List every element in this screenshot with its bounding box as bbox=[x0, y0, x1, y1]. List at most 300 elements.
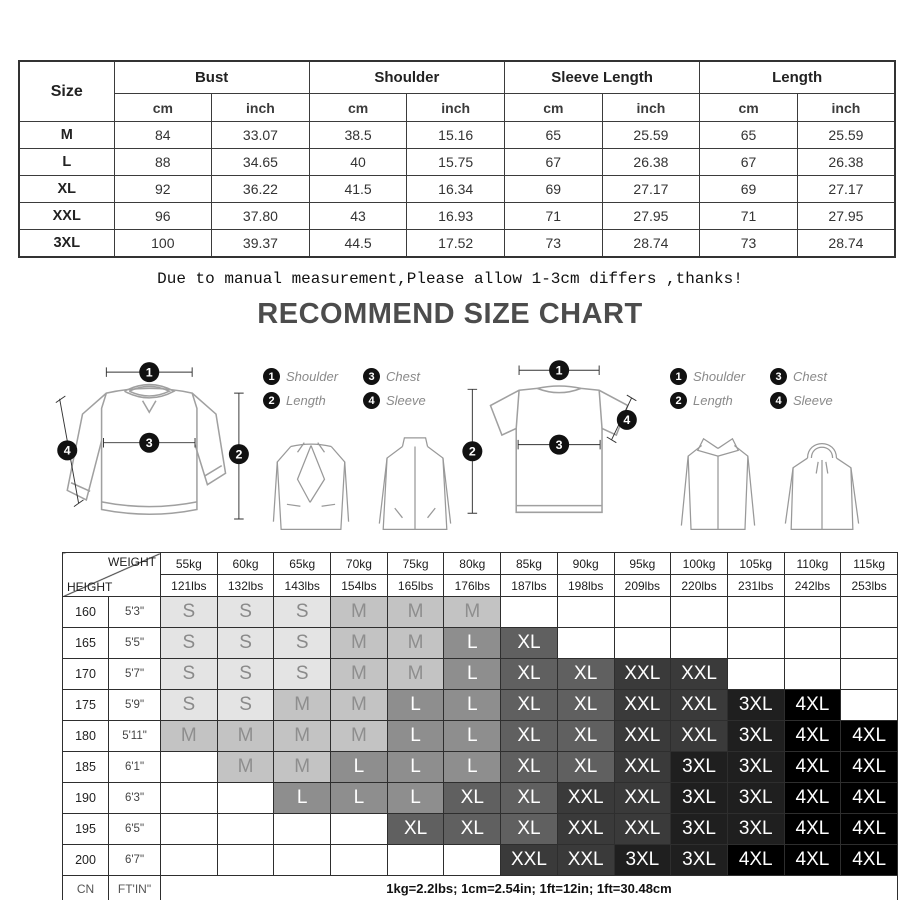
measure-value: 41.5 bbox=[309, 176, 407, 203]
weight-kg-header: 115kg bbox=[841, 553, 898, 575]
recommend-size-table-section bbox=[62, 552, 898, 900]
size-cell-empty bbox=[161, 783, 218, 814]
marker-4-number: 4 bbox=[623, 413, 631, 428]
size-cell: XL bbox=[501, 752, 558, 783]
size-label: 3XL bbox=[19, 230, 114, 258]
size-cell-empty bbox=[841, 690, 898, 721]
rec-row bbox=[63, 721, 898, 752]
size-cell: XL bbox=[444, 783, 501, 814]
weight-lbs-header: 121lbs bbox=[161, 575, 218, 597]
measure-value: 71 bbox=[700, 203, 798, 230]
legend-label: Length bbox=[286, 393, 326, 408]
size-cell: 3XL bbox=[671, 814, 728, 845]
measure-group-header: Length bbox=[700, 61, 895, 94]
size-cell: S bbox=[274, 628, 331, 659]
rec-row bbox=[63, 628, 898, 659]
measure-group-header: Shoulder bbox=[309, 61, 504, 94]
size-cell: L bbox=[331, 752, 388, 783]
size-cell-empty bbox=[614, 628, 671, 659]
weight-lbs-header: 176lbs bbox=[444, 575, 501, 597]
sweatshirt-diagram bbox=[52, 352, 257, 542]
size-cell: 4XL bbox=[841, 814, 898, 845]
measure-unit-row bbox=[19, 94, 895, 122]
size-cell: S bbox=[217, 628, 274, 659]
height-cm-cell: 185 bbox=[63, 752, 109, 783]
size-label: XL bbox=[19, 176, 114, 203]
page-title: RECOMMEND SIZE CHART bbox=[257, 298, 643, 330]
legend-number-badge: 3 bbox=[770, 368, 787, 385]
size-cell: XL bbox=[557, 690, 614, 721]
size-cell: 4XL bbox=[727, 845, 784, 876]
height-cm-cell: 190 bbox=[63, 783, 109, 814]
measure-value: 65 bbox=[700, 122, 798, 149]
measure-value: 43 bbox=[309, 203, 407, 230]
measure-value: 88 bbox=[114, 149, 212, 176]
long-sleeve-panel bbox=[52, 352, 459, 548]
measurement-table bbox=[18, 60, 896, 258]
measure-value: 33.07 bbox=[212, 122, 310, 149]
size-cell: XL bbox=[501, 783, 558, 814]
size-column-header: Size bbox=[19, 61, 114, 122]
measure-value: 37.80 bbox=[212, 203, 310, 230]
size-cell-empty bbox=[501, 597, 558, 628]
height-ftin-cell: 5'9" bbox=[109, 690, 161, 721]
weight-lbs-header: 143lbs bbox=[274, 575, 331, 597]
size-label: XXL bbox=[19, 203, 114, 230]
size-cell: XXL bbox=[557, 783, 614, 814]
legend-item bbox=[363, 368, 458, 385]
measure-value: 67 bbox=[505, 149, 603, 176]
rec-row bbox=[63, 845, 898, 876]
size-cell: M bbox=[331, 628, 388, 659]
blazer-sketch bbox=[267, 433, 355, 539]
measure-value: 38.5 bbox=[309, 122, 407, 149]
unit-header: cm bbox=[505, 94, 603, 122]
size-cell: XL bbox=[501, 690, 558, 721]
unit-header: inch bbox=[602, 94, 700, 122]
marker-4-number: 4 bbox=[63, 443, 71, 458]
size-cell: XL bbox=[557, 721, 614, 752]
size-cell: XL bbox=[501, 721, 558, 752]
size-cell: L bbox=[387, 752, 444, 783]
legend-label: Shoulder bbox=[693, 369, 746, 384]
size-cell: 4XL bbox=[784, 752, 841, 783]
size-cell: XXL bbox=[614, 752, 671, 783]
rec-row bbox=[63, 659, 898, 690]
size-cell: XXL bbox=[671, 659, 728, 690]
legend-item bbox=[670, 392, 770, 409]
legend-number-badge: 2 bbox=[263, 392, 280, 409]
measure-row bbox=[19, 230, 895, 258]
size-cell-empty bbox=[727, 659, 784, 690]
measure-value: 69 bbox=[505, 176, 603, 203]
measure-value: 67 bbox=[700, 149, 798, 176]
conversion-note: 1kg=2.2lbs; 1cm=2.54in; 1ft=12in; 1ft=30.48cm bbox=[161, 876, 898, 900]
height-cm-cell: 180 bbox=[63, 721, 109, 752]
size-cell-empty bbox=[614, 597, 671, 628]
size-cell: XL bbox=[501, 628, 558, 659]
size-cell: M bbox=[387, 597, 444, 628]
weight-lbs-header: 198lbs bbox=[557, 575, 614, 597]
measure-header-row bbox=[19, 61, 895, 94]
legend-item bbox=[263, 392, 363, 409]
size-cell: S bbox=[217, 597, 274, 628]
weight-kg-row bbox=[63, 553, 898, 575]
height-ftin-cell: 6'1" bbox=[109, 752, 161, 783]
size-cell-empty bbox=[727, 597, 784, 628]
measure-row bbox=[19, 122, 895, 149]
size-cell: XL bbox=[557, 659, 614, 690]
size-cell: M bbox=[274, 690, 331, 721]
legend-number-badge: 4 bbox=[363, 392, 380, 409]
weight-kg-header: 80kg bbox=[444, 553, 501, 575]
size-cell: 3XL bbox=[671, 783, 728, 814]
measurement-disclaimer: Due to manual measurement,Please allow 1-3cm differs ,thanks! bbox=[157, 270, 743, 288]
height-ftin-cell: 6'7" bbox=[109, 845, 161, 876]
height-ftin-cell: 5'5" bbox=[109, 628, 161, 659]
size-cell: 4XL bbox=[784, 814, 841, 845]
size-cell: L bbox=[387, 690, 444, 721]
size-cell-empty bbox=[161, 845, 218, 876]
size-cell-empty bbox=[841, 597, 898, 628]
measure-value: 28.74 bbox=[602, 230, 700, 258]
marker-1-number: 1 bbox=[555, 363, 563, 378]
height-cm-cell: 165 bbox=[63, 628, 109, 659]
height-cm-cell: 195 bbox=[63, 814, 109, 845]
height-ftin-cell: 5'7" bbox=[109, 659, 161, 690]
weight-lbs-header: 165lbs bbox=[387, 575, 444, 597]
size-cell: M bbox=[274, 752, 331, 783]
size-cell: S bbox=[161, 690, 218, 721]
size-cell: 3XL bbox=[614, 845, 671, 876]
legend-number-badge: 4 bbox=[770, 392, 787, 409]
height-cm-cell: 200 bbox=[63, 845, 109, 876]
size-cell-empty bbox=[671, 628, 728, 659]
size-cell: 4XL bbox=[784, 783, 841, 814]
size-cell-empty bbox=[274, 814, 331, 845]
size-cell: M bbox=[331, 721, 388, 752]
size-cell: M bbox=[444, 597, 501, 628]
size-cell: 4XL bbox=[841, 721, 898, 752]
size-cell-empty bbox=[557, 597, 614, 628]
weight-lbs-header: 231lbs bbox=[727, 575, 784, 597]
legend-item bbox=[363, 392, 458, 409]
size-cell: XXL bbox=[557, 814, 614, 845]
size-cell: 3XL bbox=[727, 721, 784, 752]
weight-lbs-header: 253lbs bbox=[841, 575, 898, 597]
weight-lbs-header: 209lbs bbox=[614, 575, 671, 597]
height-cm-cell: 160 bbox=[63, 597, 109, 628]
marker-2-number: 2 bbox=[468, 444, 476, 459]
size-cell: M bbox=[274, 721, 331, 752]
measure-value: 73 bbox=[505, 230, 603, 258]
size-cell: L bbox=[444, 752, 501, 783]
size-cell: 4XL bbox=[784, 845, 841, 876]
legend-label: Sleeve bbox=[386, 393, 426, 408]
weight-height-corner-cell bbox=[63, 553, 161, 597]
size-cell: L bbox=[444, 721, 501, 752]
measure-value: 27.95 bbox=[797, 203, 895, 230]
measure-group-header: Sleeve Length bbox=[505, 61, 700, 94]
legend-label: Sleeve bbox=[793, 393, 833, 408]
size-cell: 4XL bbox=[841, 783, 898, 814]
measure-value: 15.75 bbox=[407, 149, 505, 176]
rec-table-body bbox=[63, 597, 898, 876]
size-label: M bbox=[19, 122, 114, 149]
size-cell: 3XL bbox=[727, 783, 784, 814]
size-cell: M bbox=[387, 628, 444, 659]
size-cell: L bbox=[387, 721, 444, 752]
size-cell-empty bbox=[784, 659, 841, 690]
measure-row bbox=[19, 149, 895, 176]
size-cell-empty bbox=[217, 783, 274, 814]
legend-number-badge: 1 bbox=[670, 368, 687, 385]
marker-3-number: 3 bbox=[145, 436, 153, 450]
size-cell: XL bbox=[501, 659, 558, 690]
weight-lbs-header: 242lbs bbox=[784, 575, 841, 597]
size-cell: 4XL bbox=[784, 721, 841, 752]
measure-value: 26.38 bbox=[602, 149, 700, 176]
size-cell: S bbox=[217, 690, 274, 721]
legend-label: Chest bbox=[793, 369, 827, 384]
rec-footer-row bbox=[63, 876, 898, 900]
measure-value: 92 bbox=[114, 176, 212, 203]
size-cell: M bbox=[331, 659, 388, 690]
weight-kg-header: 105kg bbox=[727, 553, 784, 575]
size-cell-empty bbox=[161, 814, 218, 845]
size-cell: 3XL bbox=[671, 845, 728, 876]
size-label: L bbox=[19, 149, 114, 176]
size-cell: XXL bbox=[614, 721, 671, 752]
measure-value: 44.5 bbox=[309, 230, 407, 258]
legend-number-badge: 1 bbox=[263, 368, 280, 385]
marker-1-number: 1 bbox=[145, 365, 153, 380]
size-cell: XXL bbox=[671, 721, 728, 752]
size-cell: 4XL bbox=[841, 752, 898, 783]
size-cell-empty bbox=[331, 814, 388, 845]
size-cell-empty bbox=[671, 597, 728, 628]
size-cell-empty bbox=[274, 845, 331, 876]
measure-value: 25.59 bbox=[602, 122, 700, 149]
marker-2-number: 2 bbox=[235, 447, 243, 462]
size-cell: XL bbox=[501, 814, 558, 845]
rec-table-foot bbox=[63, 876, 898, 900]
weight-kg-header: 110kg bbox=[784, 553, 841, 575]
measure-value: 40 bbox=[309, 149, 407, 176]
footer-cn-label: CN bbox=[63, 876, 109, 900]
unit-header: inch bbox=[407, 94, 505, 122]
legend-item bbox=[770, 368, 865, 385]
unit-header: cm bbox=[309, 94, 407, 122]
unit-header: cm bbox=[700, 94, 798, 122]
measure-value: 39.37 bbox=[212, 230, 310, 258]
measure-value: 25.59 bbox=[797, 122, 895, 149]
height-cm-cell: 170 bbox=[63, 659, 109, 690]
size-cell-empty bbox=[444, 845, 501, 876]
height-ftin-cell: 5'11" bbox=[109, 721, 161, 752]
measurement-table-section bbox=[18, 60, 896, 258]
hoodie-sketch bbox=[778, 433, 866, 539]
height-ftin-cell: 6'5" bbox=[109, 814, 161, 845]
measurement-legend bbox=[263, 368, 459, 409]
size-cell: L bbox=[331, 783, 388, 814]
legend-item bbox=[670, 368, 770, 385]
measure-group-header: Bust bbox=[114, 61, 309, 94]
footer-ftin-label: FT'IN" bbox=[109, 876, 161, 900]
rec-row bbox=[63, 783, 898, 814]
size-cell: XXL bbox=[557, 845, 614, 876]
measure-value: 71 bbox=[505, 203, 603, 230]
measurement-legend bbox=[670, 368, 866, 409]
measure-value: 27.17 bbox=[602, 176, 700, 203]
size-cell: S bbox=[161, 597, 218, 628]
height-ftin-cell: 6'3" bbox=[109, 783, 161, 814]
measure-value: 73 bbox=[700, 230, 798, 258]
size-cell: L bbox=[274, 783, 331, 814]
rec-row bbox=[63, 752, 898, 783]
measure-value: 27.95 bbox=[602, 203, 700, 230]
legend-label: Chest bbox=[386, 369, 420, 384]
size-cell: 3XL bbox=[727, 814, 784, 845]
size-cell: S bbox=[274, 597, 331, 628]
size-cell-empty bbox=[841, 659, 898, 690]
size-cell-empty bbox=[784, 597, 841, 628]
size-cell: L bbox=[444, 659, 501, 690]
size-cell-empty bbox=[161, 752, 218, 783]
measure-table-head bbox=[19, 61, 895, 122]
size-cell-empty bbox=[331, 845, 388, 876]
size-cell: M bbox=[161, 721, 218, 752]
shirt-sketch bbox=[674, 433, 762, 539]
weight-kg-header: 70kg bbox=[331, 553, 388, 575]
marker-3-number: 3 bbox=[555, 437, 563, 452]
size-cell: S bbox=[274, 659, 331, 690]
weight-kg-header: 65kg bbox=[274, 553, 331, 575]
size-cell: XL bbox=[557, 752, 614, 783]
size-cell: XXL bbox=[671, 690, 728, 721]
garment-thumbnails bbox=[267, 433, 459, 539]
size-cell: L bbox=[444, 690, 501, 721]
size-cell: M bbox=[387, 659, 444, 690]
size-cell: XXL bbox=[614, 783, 671, 814]
unit-header: inch bbox=[797, 94, 895, 122]
size-cell: M bbox=[217, 721, 274, 752]
weight-kg-header: 60kg bbox=[217, 553, 274, 575]
size-cell-empty bbox=[557, 628, 614, 659]
size-cell: 4XL bbox=[841, 845, 898, 876]
size-cell-empty bbox=[217, 845, 274, 876]
tshirt-markers bbox=[462, 360, 636, 461]
size-cell: M bbox=[331, 597, 388, 628]
unit-header: cm bbox=[114, 94, 212, 122]
measure-table-body bbox=[19, 122, 895, 258]
size-cell: S bbox=[161, 659, 218, 690]
short-sleeve-panel bbox=[459, 352, 866, 548]
measure-value: 28.74 bbox=[797, 230, 895, 258]
recommend-size-table bbox=[62, 552, 898, 900]
legend-number-badge: 3 bbox=[363, 368, 380, 385]
zip-jacket-sketch bbox=[371, 433, 459, 539]
size-cell: M bbox=[217, 752, 274, 783]
weight-lbs-header: 220lbs bbox=[671, 575, 728, 597]
weight-lbs-row bbox=[63, 575, 898, 597]
unit-header: inch bbox=[212, 94, 310, 122]
legend-item bbox=[263, 368, 363, 385]
corner-weight-label: WEIGHT bbox=[108, 555, 156, 569]
rec-table-head bbox=[63, 553, 898, 597]
short-sleeve-panel-right bbox=[664, 352, 866, 539]
rec-row bbox=[63, 597, 898, 628]
measure-value: 84 bbox=[114, 122, 212, 149]
sweatshirt-markers bbox=[57, 362, 249, 464]
weight-kg-header: 75kg bbox=[387, 553, 444, 575]
size-cell: S bbox=[161, 628, 218, 659]
measure-value: 16.93 bbox=[407, 203, 505, 230]
long-sleeve-panel-right bbox=[257, 352, 459, 539]
size-cell: 3XL bbox=[727, 690, 784, 721]
measure-value: 17.52 bbox=[407, 230, 505, 258]
size-cell: XL bbox=[387, 814, 444, 845]
legend-label: Shoulder bbox=[286, 369, 339, 384]
measure-value: 65 bbox=[505, 122, 603, 149]
garment-thumbnails bbox=[674, 433, 866, 539]
measure-value: 16.34 bbox=[407, 176, 505, 203]
size-cell-empty bbox=[217, 814, 274, 845]
tshirt-diagram bbox=[459, 352, 664, 542]
size-cell: 3XL bbox=[671, 752, 728, 783]
legend-number-badge: 2 bbox=[670, 392, 687, 409]
size-cell: L bbox=[387, 783, 444, 814]
measure-value: 34.65 bbox=[212, 149, 310, 176]
measure-value: 27.17 bbox=[797, 176, 895, 203]
size-cell: M bbox=[331, 690, 388, 721]
size-cell: XXL bbox=[501, 845, 558, 876]
measure-value: 96 bbox=[114, 203, 212, 230]
size-cell-empty bbox=[784, 628, 841, 659]
size-cell: XL bbox=[444, 814, 501, 845]
measure-value: 26.38 bbox=[797, 149, 895, 176]
legend-item bbox=[770, 392, 865, 409]
weight-kg-header: 90kg bbox=[557, 553, 614, 575]
garment-diagrams bbox=[52, 352, 862, 548]
size-cell: 4XL bbox=[784, 690, 841, 721]
size-cell: S bbox=[217, 659, 274, 690]
measure-row bbox=[19, 176, 895, 203]
size-cell: L bbox=[444, 628, 501, 659]
weight-kg-header: 100kg bbox=[671, 553, 728, 575]
rec-row bbox=[63, 690, 898, 721]
size-cell-empty bbox=[841, 628, 898, 659]
legend-label: Length bbox=[693, 393, 733, 408]
size-cell-empty bbox=[727, 628, 784, 659]
height-ftin-cell: 5'3" bbox=[109, 597, 161, 628]
measure-row bbox=[19, 203, 895, 230]
weight-kg-header: 95kg bbox=[614, 553, 671, 575]
measure-value: 36.22 bbox=[212, 176, 310, 203]
size-cell: XXL bbox=[614, 659, 671, 690]
measure-value: 69 bbox=[700, 176, 798, 203]
measure-value: 15.16 bbox=[407, 122, 505, 149]
rec-row bbox=[63, 814, 898, 845]
measure-value: 100 bbox=[114, 230, 212, 258]
corner-height-label: HEIGHT bbox=[67, 580, 113, 594]
size-cell-empty bbox=[387, 845, 444, 876]
weight-lbs-header: 154lbs bbox=[331, 575, 388, 597]
height-cm-cell: 175 bbox=[63, 690, 109, 721]
size-cell: XXL bbox=[614, 814, 671, 845]
weight-kg-header: 85kg bbox=[501, 553, 558, 575]
weight-lbs-header: 132lbs bbox=[217, 575, 274, 597]
